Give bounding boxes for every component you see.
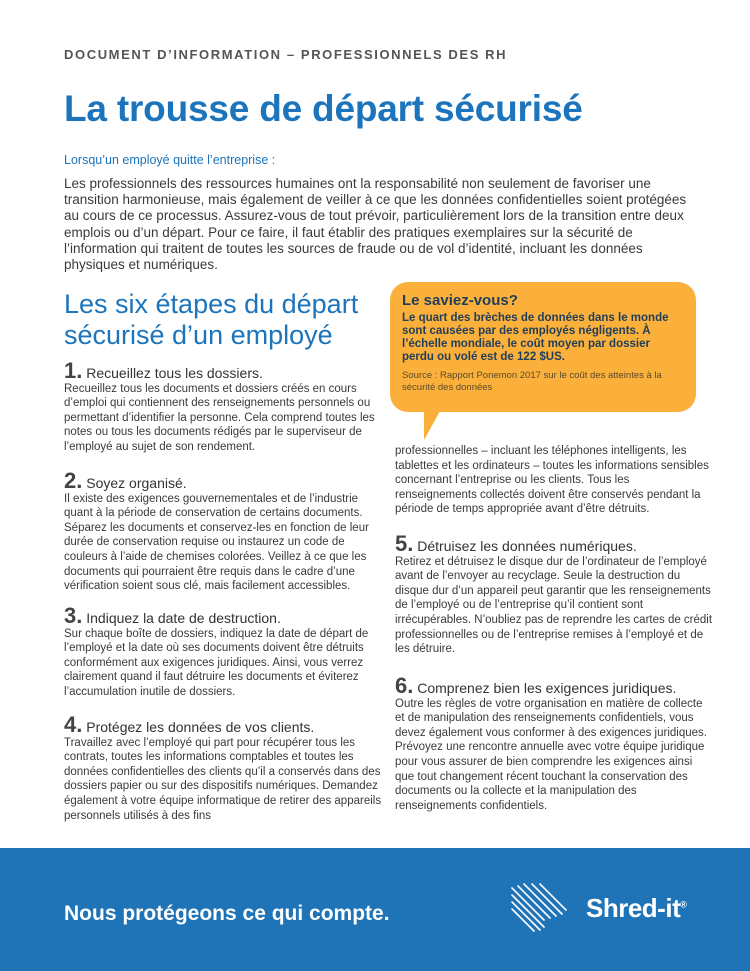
step-1-text: Recueillez tous les documents et dossiers créés en cours d’emploi qui contiennent des renseignements personnels ou permettant d’identifier la personne. Cela comprend toutes les notes ou tous les documents rédigés par le superviseur de l’employé au sujet de son rendement. [64, 382, 375, 453]
step-2-heading: Soyez organisé. [86, 475, 187, 491]
step-1-heading: Recueillez tous les dossiers. [86, 365, 263, 381]
step-2-number: 2. [64, 468, 83, 493]
step-3-number: 3. [64, 603, 83, 628]
lead-text: Lorsqu’un employé quitte l’entreprise : [64, 153, 276, 167]
intro-paragraph: Les professionnels des ressources humaines ont la responsabilité non seulement de favoriser une transition harmonieuse, mais également de veiller à ce que les données confidentielles soient protégées au cours de ce processus. Assurez-vous de tout prévoir, particulièrement lors de la transition entre deux emplois ou d’un départ. Pour ce faire, il faut établir des pratiques exemplaires sur la sécurité de l’information qui traitent de toutes les sources de fraude ou de vol d’identité, incluant les données physiques et numériques. [64, 176, 687, 273]
step-2-text: Il existe des exigences gouvernementales et de l’industrie quant à la période de conservation de certains documents. Séparez les documents et conservez-les en fonction de leur durée de conservation requise ou instaurez un code de couleurs à l’aide de chemises colorées. Veillez à ce que les documents qui pourraient être requis dans le cadre d’une vérification soient sous clé, mais facilement accessibles. [64, 492, 369, 593]
callout-body: Le quart des brèches de données dans le monde sont causées par des employés négligents. À l’échelle mondiale, le coût moyen par dossier perdu ou volé est de 122 $US. [402, 312, 669, 363]
step-4-heading: Protégez les données de vos clients. [86, 719, 315, 735]
callout-source: Source : Rapport Ponemon 2017 sur le coût des atteintes à la sécurité des données [402, 370, 662, 393]
shred-it-logo-text: Shred-it® [586, 893, 687, 923]
step-2 [64, 468, 382, 594]
step-5-text: Retirez et détruisez le disque dur de l’ordinateur de l’employé avant de l’envoyer au recyclage. Seule la destruction du disque dur d’un appareil peut garantir que les renseignements de l’employé ou de l’entreprise qu’il contient sont irrécupérables. N’oubliez pas de reprendre les cartes de crédit professionnelles ou de l’entreprise remises à l’employé et de les détruire. [395, 555, 713, 656]
callout-title: Le saviez-vous? [402, 292, 518, 309]
step-6-number: 6. [395, 673, 414, 698]
step-6-text: Outre les règles de votre organisation en matière de collecte et de manipulation des renseignements confidentiels, vous devez également vous conformer à des exigences juridiques. Prévoyez une rencontre annuelle avec votre équipe juridique pour vous assurer de bien comprendre les exigences ainsi que tout changement récent touchant la conservation des documents ou la collecte et la manipulation des renseignements confidentiels. [395, 697, 707, 812]
did-you-know-callout [390, 282, 696, 412]
page-title: La trousse de départ sécurisé [64, 88, 583, 129]
step-5-number: 5. [395, 531, 414, 556]
step-3 [64, 603, 382, 700]
step-1 [64, 358, 382, 455]
step-6 [395, 673, 713, 813]
step-4 [64, 712, 382, 823]
step-4-continuation: professionnelles – incluant les téléphones intelligents, les tablettes et les ordinateurs – toutes les informations sensibles concernant l’entreprise ou les clients. Tous les renseignements collectés doivent être conservés pendant la période de temps appropriée avant d’être détruits. [395, 445, 709, 516]
step-6-heading: Comprenez bien les exigences juridiques. [417, 680, 677, 696]
step-5-heading: Détruisez les données numériques. [417, 538, 637, 554]
step-3-text: Sur chaque boîte de dossiers, indiquez la date de départ de l’employé et la date où ses documents doivent être détruits conformément aux exigences juridiques. Ainsi, vous verrez clairement quand il faut détruire les documents et éviterez l’accumulation inutile de dossiers. [64, 627, 369, 698]
document-kicker: DOCUMENT D’INFORMATION – PROFESSIONNELS DES RH [64, 47, 508, 62]
section-title: Les six étapes du départ sécurisé d’un employé [64, 289, 359, 350]
footer-tagline: Nous protégeons ce qui compte. [64, 902, 390, 925]
step-3-heading: Indiquez la date de destruction. [86, 610, 281, 626]
step-5 [395, 531, 713, 657]
step-4-text: Travaillez avec l’employé qui part pour récupérer tous les contrats, toutes les informations comptables et toutes les données confidentielles des clients qu’il a conservés dans des dossiers papier ou sur des dispositifs numériques. Demandez également à votre équipe informatique de retirer des appareils personnels utilisés à des fins [64, 736, 382, 822]
step-4-number: 4. [64, 712, 83, 737]
step-1-number: 1. [64, 358, 83, 383]
